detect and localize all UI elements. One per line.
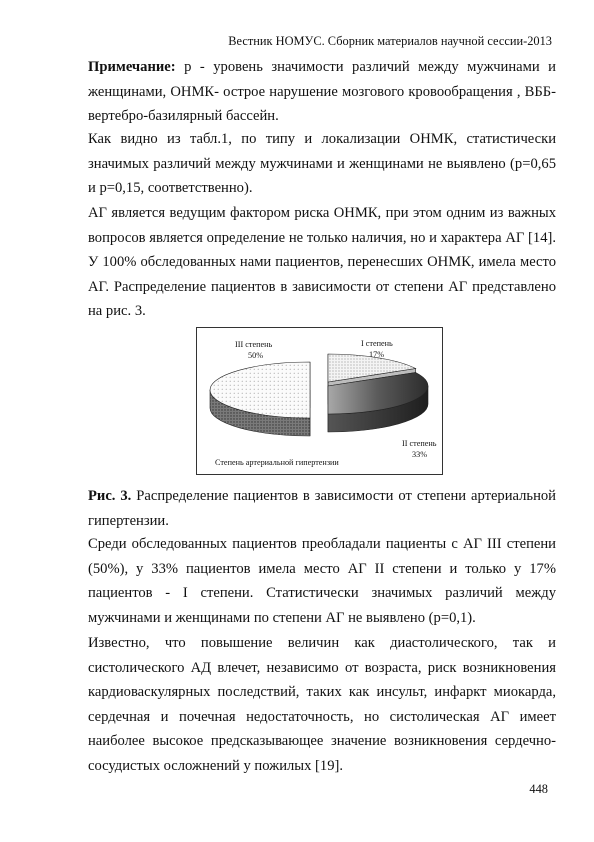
chart-title: Степень артериальной гипертензии (215, 458, 339, 467)
caption-label: Рис. 3. (88, 488, 132, 504)
slice-grade-3 (210, 362, 310, 436)
value-grade-2: 33% (412, 450, 428, 459)
paragraph-2: АГ является ведущим фактором риска ОНМК, при этом одним из важных вопросов является определение не только наличия, но и характера АГ [14]. У 100% обследованных нами пациентов, перенесших ОНМК, имела место АГ. Распределение пациентов в зависимости от степени АГ представлено на рис. 3. (88, 205, 556, 320)
note-paragraph (88, 55, 556, 129)
value-grade-3: 50% (248, 351, 264, 360)
label-grade-1: I степень (361, 339, 393, 348)
paragraph-3: Среди обследованных пациентов преобладали пациенты с АГ III степени (50%), у 33% пациентов имела место АГ II степени и только у 17% пациентов - I степени. Статистически значимых различий между мужчинами и женщинами по степени АГ не выявлено (р=0,1). (88, 536, 556, 626)
page-number: 448 (529, 782, 548, 796)
figure-3 (196, 327, 443, 475)
label-grade-3: III степень (235, 340, 273, 349)
paragraph-4: Известно, что повышение величин как диастолического, так и систолического АД влечет, независимо от возраста, риск возникновения кардиоваскулярных последствий, таких как инсульт, инфаркт миокарда, сердечная и почечная недостаточность, но систолическая АГ имеет наиболее высокое предсказывающее значение возникновения сердечно-сосудистых осложнений у пожилых [19]. (88, 635, 556, 774)
note-text: р - уровень значимости различий между мужчинами и женщинами, ОНМК- острое нарушение мозгового кровообращения , ВББ-вертебро-базилярный бассейн. (88, 59, 556, 125)
paragraph-1: Как видно из табл.1, по типу и локализации ОНМК, статистически значимых различий между мужчинами и женщинами не выявлено (р=0,65 и р=0,15, соответственно). (88, 131, 556, 197)
pie-slices (210, 354, 428, 436)
note-label: Примечание: (88, 59, 176, 75)
figure-caption (88, 484, 556, 533)
pie-chart (197, 328, 442, 474)
value-grade-1: 17% (369, 350, 385, 359)
label-grade-2: II степень (402, 439, 437, 448)
page-header: Вестник НОМУС. Сборник материалов научной сессии-2013 (228, 34, 552, 48)
caption-text: Распределение пациентов в зависимости от степени артериальной гипертензии. (88, 488, 556, 529)
